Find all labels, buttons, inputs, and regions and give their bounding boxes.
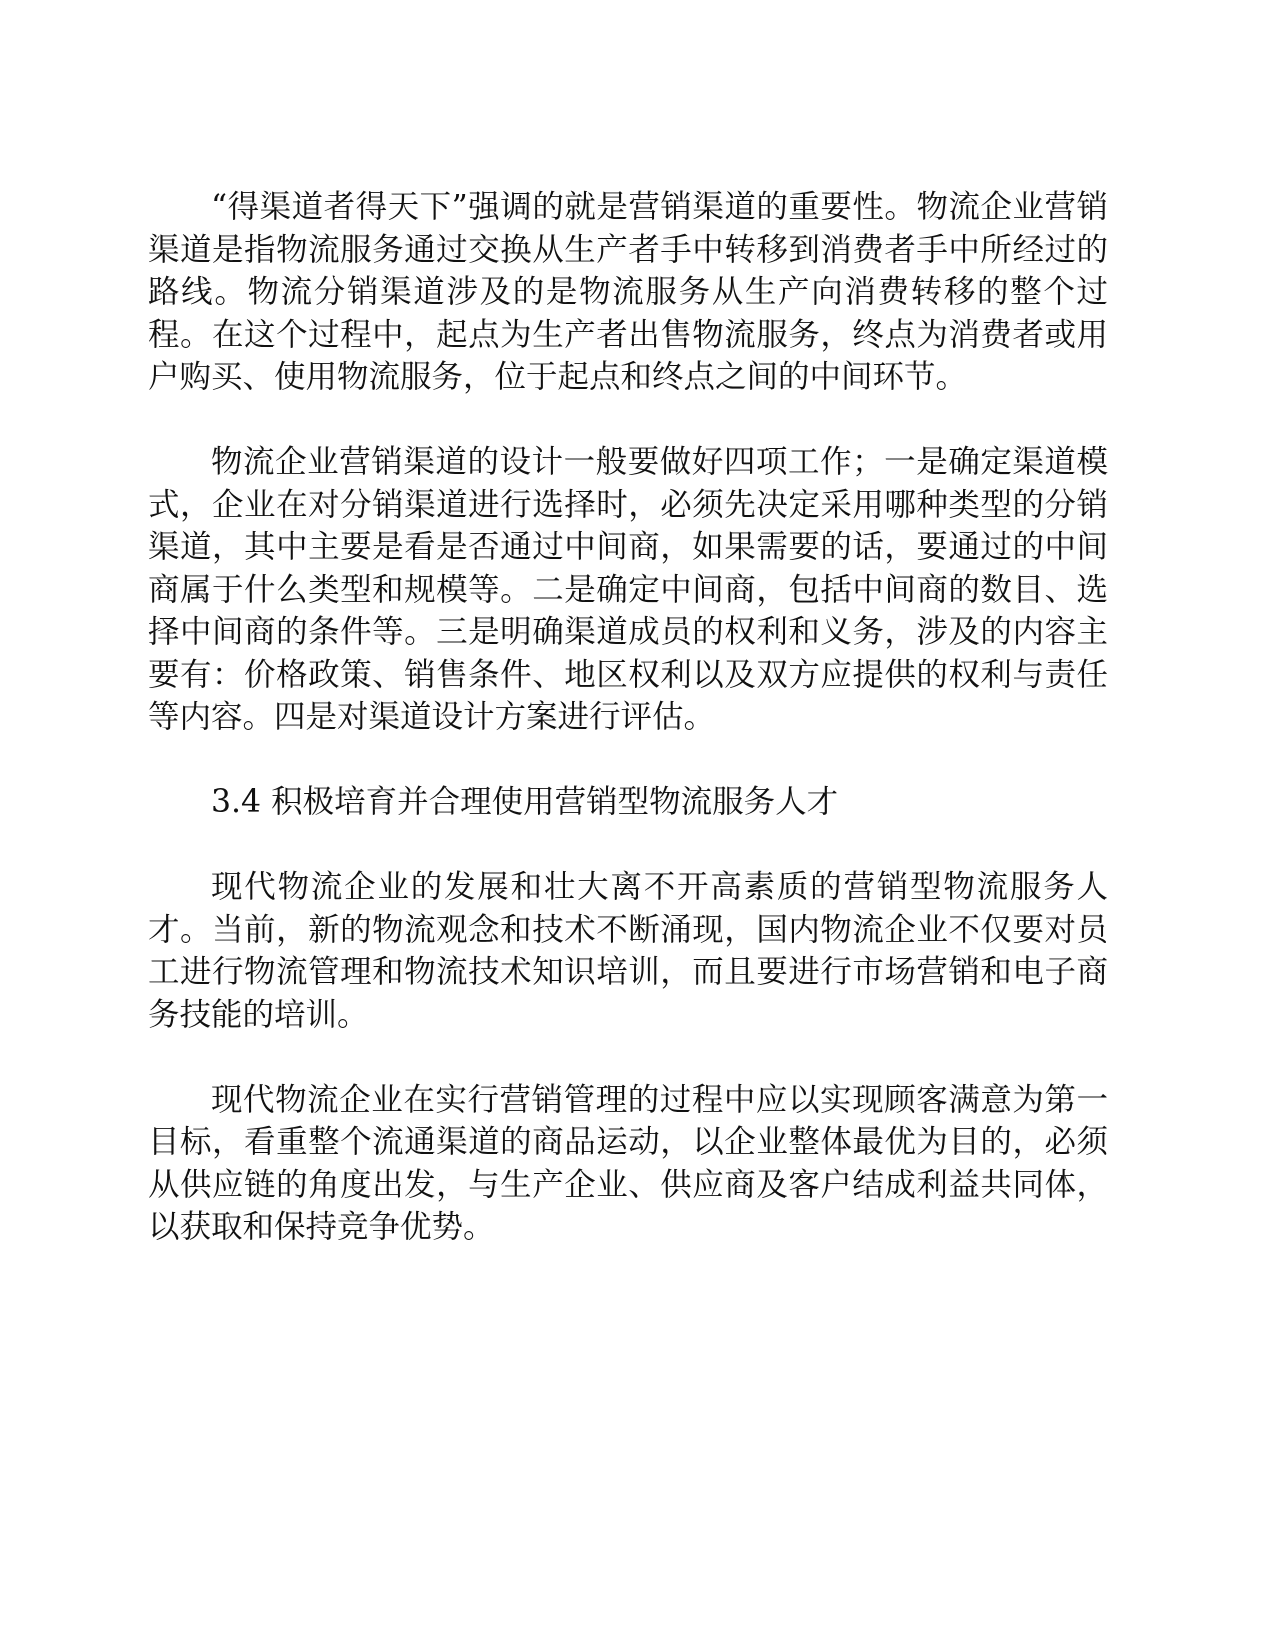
document-page [148,186,1108,1249]
paragraph-talent-development: 现代物流企业的发展和壮大离不开高素质的营销型物流服务人才。当前，新的物流观念和技术不断涌现，国内物流企业不仅要对员工进行物流管理和物流技术知识培训，而且要进行市场营销和电子商务技能的培训。 [148,869,1108,1033]
paragraph-channel-design: 物流企业营销渠道的设计一般要做好四项工作；一是确定渠道模式，企业在对分销渠道进行选择时，必须先决定采用哪种类型的分销渠道，其中主要是看是否通过中间商，如果需要的话，要通过的中间商属于什么类型和规模等。二是确定中间商，包括中间商的数目、选择中间商的条件等。三是明确渠道成员的权利和义务，涉及的内容主要有：价格政策、销售条件、地区权利以及双方应提供的权利与责任等内容。四是对渠道设计方案进行评估。 [148,444,1108,735]
paragraph-customer-satisfaction: 现代物流企业在实行营销管理的过程中应以实现顾客满意为第一目标，看重整个流通渠道的商品运动，以企业整体最优为目的，必须从供应链的角度出发，与生产企业、供应商及客户结成利益共同体，以获取和保持竞争优势。 [148,1081,1108,1245]
section-heading: 3.4 积极培育并合理使用营销型物流服务人才 [211,784,839,820]
paragraph-marketing-channels: “得渠道者得天下”强调的就是营销渠道的重要性。物流企业营销渠道是指物流服务通过交换从生产者手中转移到消费者手中所经过的路线。物流分销渠道涉及的是物流服务从生产向消费转移的整个过程。在这个过程中，起点为生产者出售物流服务，终点为消费者或用户购买、使用物流服务，位于起点和终点之间的中间环节。 [148,189,1108,395]
